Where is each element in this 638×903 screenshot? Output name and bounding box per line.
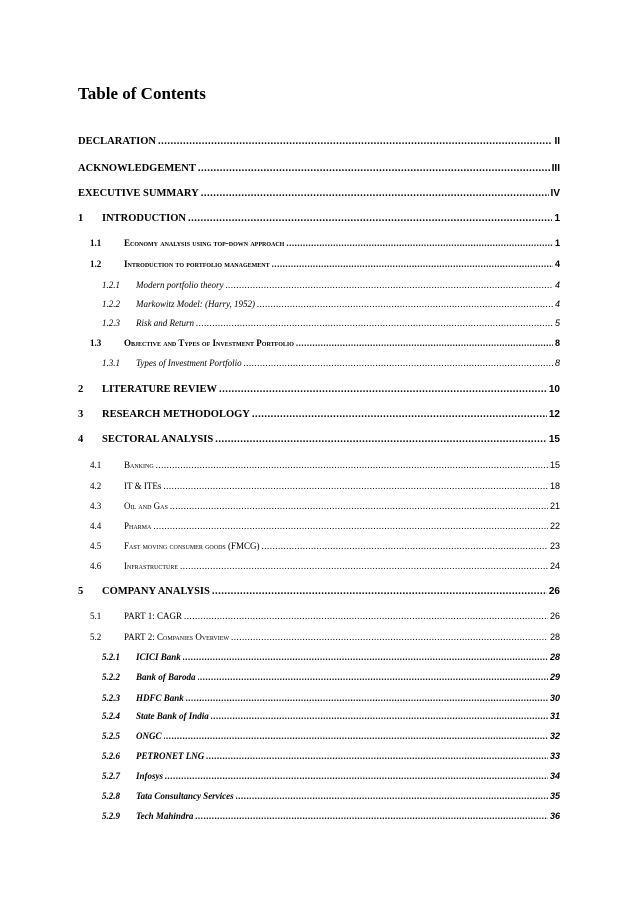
toc-entry-number: 4.4 <box>90 521 102 531</box>
toc-entry-title: IT & ITEs <box>124 481 162 491</box>
toc-dot-leader <box>163 481 548 491</box>
toc-entry[interactable] <box>78 188 560 199</box>
toc-entry-title: Economy analysis using top-down approach <box>124 238 285 248</box>
toc-entry-number: 2 <box>78 384 84 395</box>
toc-entry-number: 5.2.7 <box>102 771 120 781</box>
toc-entry-title: LITERATURE REVIEW <box>102 384 218 395</box>
toc-page-number: IV <box>550 188 560 199</box>
toc-page-number: 34 <box>549 771 560 781</box>
toc-entry-number: 1.2 <box>90 259 102 269</box>
toc-entry-number: 5.2.1 <box>102 652 120 662</box>
toc-entry-title: Objective and Types of Investment Portfolio <box>124 338 294 348</box>
toc-dot-leader <box>170 501 548 511</box>
toc-entry-title: Modern portfolio theory <box>136 280 224 290</box>
toc-entry[interactable] <box>90 541 560 551</box>
toc-dot-leader <box>198 672 548 682</box>
toc-page-number: 22 <box>549 521 560 531</box>
toc-dot-leader <box>188 213 552 224</box>
toc-dot-leader <box>183 652 548 662</box>
toc-page-number: 26 <box>549 611 560 621</box>
toc-entry-title: Introduction to portfolio management <box>124 259 270 269</box>
toc-entry-title: Fast moving consumer goods (FMCG) <box>124 541 260 551</box>
toc-page-number: 26 <box>548 586 560 597</box>
toc-dot-leader <box>219 384 547 395</box>
toc-page-number: 4 <box>554 259 560 269</box>
toc-page-number: 29 <box>549 672 560 682</box>
toc-entry-title: State Bank of India <box>136 711 209 721</box>
toc-page-number: 12 <box>548 409 560 420</box>
toc-entry-title: EXECUTIVE SUMMARY <box>78 188 199 199</box>
toc-page-number: 4 <box>554 299 560 309</box>
toc-entry[interactable] <box>90 481 560 491</box>
toc-dot-leader <box>186 693 548 703</box>
toc-entry[interactable] <box>102 751 560 761</box>
toc-dot-leader <box>180 561 548 571</box>
toc-entry[interactable] <box>78 384 560 395</box>
toc-dot-leader <box>215 434 547 445</box>
toc-page-number: 1 <box>554 238 560 248</box>
toc-entry-number: 4.5 <box>90 541 102 551</box>
toc-entry[interactable] <box>78 136 560 147</box>
toc-page-number: 15 <box>548 434 560 445</box>
toc-entry[interactable] <box>102 280 560 290</box>
toc-page-number: 18 <box>549 481 560 491</box>
toc-entry[interactable] <box>78 586 560 597</box>
toc-dot-leader <box>231 632 548 642</box>
toc-page-number: 31 <box>549 711 560 721</box>
toc-entry-title: COMPANY ANALYSIS <box>102 586 210 597</box>
toc-dot-leader <box>244 358 553 368</box>
toc-entry-number: 5.2.2 <box>102 672 120 682</box>
toc-entry-title: RESEARCH METHODOLOGY <box>102 409 250 420</box>
toc-entry-title: Types of Investment Portfolio <box>136 358 242 368</box>
toc-dot-leader <box>236 791 548 801</box>
toc-entry-title: Markowitz Model: (Harry, 1952) <box>136 299 255 309</box>
toc-entry-number: 4.6 <box>90 561 102 571</box>
page-title: Table of Contents <box>78 84 206 103</box>
toc-page-number: 35 <box>549 791 560 801</box>
toc-entry-title: Oil and Gas <box>124 501 168 511</box>
toc-dot-leader <box>195 811 548 821</box>
toc-page-number: 36 <box>549 811 560 821</box>
toc-entry[interactable] <box>78 163 560 174</box>
toc-entry[interactable] <box>78 409 560 420</box>
toc-dot-leader <box>156 460 548 470</box>
toc-entry-number: 1.2.2 <box>102 299 120 309</box>
toc-entry-number: 1.2.1 <box>102 280 120 290</box>
toc-page-number: 10 <box>548 384 560 395</box>
toc-dot-leader <box>211 711 548 721</box>
toc-page-number: 32 <box>549 731 560 741</box>
toc-entry[interactable] <box>90 611 560 621</box>
toc-dot-leader <box>164 731 548 741</box>
toc-page-number: 21 <box>549 501 560 511</box>
toc-entry-title: PETRONET LNG <box>136 751 205 761</box>
toc-entry-number: 5.1 <box>90 611 102 621</box>
toc-page-number: 28 <box>549 652 560 662</box>
toc-entry[interactable] <box>78 213 560 224</box>
toc-entry[interactable] <box>102 299 560 309</box>
toc-entry-number: 5.2.4 <box>102 711 120 721</box>
toc-entry-number: 5.2.5 <box>102 731 120 741</box>
toc-entry[interactable] <box>90 460 560 470</box>
toc-page-number: 8 <box>554 338 560 348</box>
toc-entry-title: Tech Mahindra <box>136 811 194 821</box>
toc-dot-leader <box>201 188 549 199</box>
toc-entry-number: 4.2 <box>90 481 102 491</box>
toc-entry-title: ACKNOWLEDGEMENT <box>78 163 196 174</box>
toc-dot-leader <box>212 586 547 597</box>
toc-entry-title: Risk and Return <box>136 318 194 328</box>
toc-entry[interactable] <box>102 672 560 682</box>
toc-page-number: 28 <box>549 632 560 642</box>
toc-dot-leader <box>296 338 553 348</box>
toc-entry[interactable] <box>90 521 560 531</box>
toc-entry[interactable] <box>90 632 560 642</box>
toc-entry[interactable] <box>102 811 560 821</box>
toc-entry-title: Bank of Baroda <box>136 672 196 682</box>
toc-page-number: III <box>551 163 560 174</box>
toc-dot-leader <box>257 299 553 309</box>
toc-entry[interactable] <box>78 434 560 445</box>
toc-dot-leader <box>252 409 547 420</box>
toc-entry-number: 4.3 <box>90 501 102 511</box>
toc-entry-title: Tata Consultancy Services <box>136 791 234 801</box>
toc-entry-number: 1.2.3 <box>102 318 120 328</box>
toc-entry-title: Banking <box>124 460 154 470</box>
toc-entry-title: HDFC Bank <box>136 693 184 703</box>
toc-entry-title: ONGC <box>136 731 162 741</box>
toc-dot-leader <box>198 163 550 174</box>
toc-dot-leader <box>153 521 548 531</box>
toc-dot-leader <box>286 238 553 248</box>
toc-entry[interactable] <box>90 501 560 511</box>
toc-dot-leader <box>158 136 552 147</box>
toc-entry[interactable] <box>102 693 560 703</box>
toc-entry[interactable] <box>90 338 560 348</box>
toc-entry-number: 5 <box>78 586 84 597</box>
toc-dot-leader <box>184 611 548 621</box>
toc-entry-number: 1.3 <box>90 338 102 348</box>
toc-dot-leader <box>206 751 548 761</box>
toc-page-number: 30 <box>549 693 560 703</box>
toc-entry-number: 4 <box>78 434 84 445</box>
toc-entry-number: 5.2.9 <box>102 811 120 821</box>
toc-entry-number: 1 <box>78 213 84 224</box>
toc-entry[interactable] <box>102 711 560 721</box>
toc-dot-leader <box>262 541 548 551</box>
toc-page-number: 23 <box>549 541 560 551</box>
toc-entry-title: SECTORAL ANALYSIS <box>102 434 214 445</box>
toc-page-number: 24 <box>549 561 560 571</box>
toc-entry-title: Infosys <box>136 771 164 781</box>
toc-page-number: 5 <box>554 318 560 328</box>
toc-page-number: 1 <box>554 213 560 224</box>
toc-entry[interactable] <box>102 731 560 741</box>
toc-entry-number: 5.2.8 <box>102 791 120 801</box>
toc-dot-leader <box>272 259 553 269</box>
toc-entry-title: PART 1: CAGR <box>124 611 182 621</box>
toc-dot-leader <box>165 771 548 781</box>
toc-entry-number: 1.1 <box>90 238 102 248</box>
toc-page-number: II <box>554 136 560 147</box>
toc-page-number: 33 <box>549 751 560 761</box>
toc-entry-number: 5.2 <box>90 632 102 642</box>
toc-entry-title: PART 2: Companies Overview <box>124 632 230 642</box>
toc-entry[interactable] <box>102 318 560 328</box>
toc-page-number: 8 <box>554 358 560 368</box>
toc-page-number: 4 <box>554 280 560 290</box>
toc-entry-title: DECLARATION <box>78 136 156 147</box>
toc-dot-leader <box>226 280 553 290</box>
toc-entry-number: 1.3.1 <box>102 358 120 368</box>
toc-entry-title: ICICI Bank <box>136 652 181 662</box>
toc-entry[interactable] <box>90 561 560 571</box>
toc-dot-leader <box>196 318 553 328</box>
toc-page-number: 15 <box>549 460 560 470</box>
toc-entry-number: 5.2.3 <box>102 693 120 703</box>
toc-entry-number: 5.2.6 <box>102 751 120 761</box>
toc-entry[interactable] <box>102 358 560 368</box>
toc-entry[interactable] <box>102 771 560 781</box>
toc-entry-title: Infrastructure <box>124 561 179 571</box>
toc-entry[interactable] <box>90 238 560 248</box>
toc-entry-number: 4.1 <box>90 460 102 470</box>
toc-entry[interactable] <box>102 652 560 662</box>
toc-entry[interactable] <box>102 791 560 801</box>
toc-entry-title: INTRODUCTION <box>102 213 187 224</box>
toc-entry[interactable] <box>90 259 560 269</box>
toc-entry-number: 3 <box>78 409 84 420</box>
toc-entry-title: Pharma <box>124 521 152 531</box>
